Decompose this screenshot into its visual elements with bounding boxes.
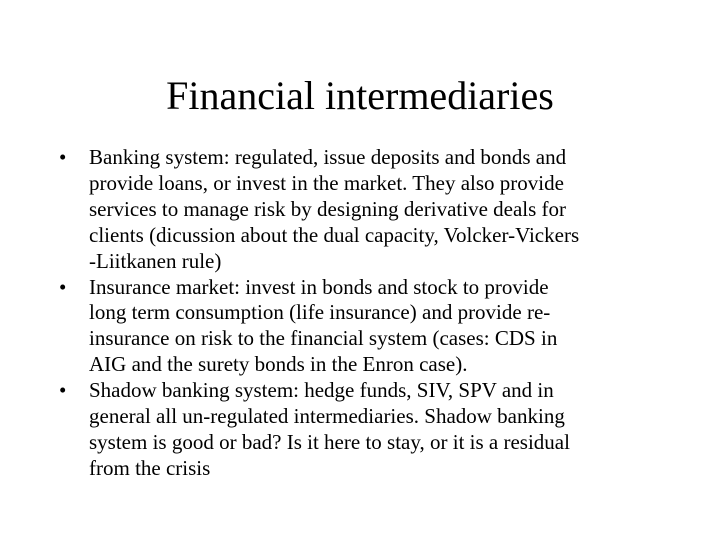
bullet-text-line: Shadow banking system: hedge funds, SIV, SPV and in: [89, 378, 554, 403]
bullet-insurance-market: [54, 275, 666, 379]
bullet-text-line: Insurance market: invest in bonds and stock to provide: [89, 274, 549, 299]
bullet-shadow-banking: [54, 378, 666, 482]
bullet-text-line: from the crisis: [89, 455, 211, 480]
bullet-text-line: insurance on risk to the financial system (cases: CDS in: [89, 326, 558, 351]
bullet-marker: •: [59, 145, 67, 169]
bullet-text-line: general all un-regulated intermediaries. Shadow banking: [89, 404, 565, 429]
bullet-text-line: services to manage risk by designing derivative deals for: [89, 196, 567, 221]
slide-title: Financial intermediaries: [166, 73, 554, 118]
bullet-text-line: system is good or bad? Is it here to stay, or it is a residual: [89, 429, 570, 454]
bullet-text-line: long term consumption (life insurance) and provide re-: [89, 300, 551, 325]
bullet-text-line: provide loans, or invest in the market. They also provide: [89, 170, 564, 195]
bullet-marker: •: [59, 378, 67, 403]
bullet-marker: •: [59, 274, 67, 299]
bullet-banking-system: [54, 145, 666, 275]
bullet-text-line: Banking system: regulated, issue deposits and bonds and: [89, 145, 567, 169]
bullet-text-line: clients (dicussion about the dual capacity, Volcker-Vickers: [89, 222, 580, 247]
bullet-text-line: -Liitkanen rule): [89, 248, 222, 273]
bullet-list: [54, 145, 666, 482]
bullet-text-line: AIG and the surety bonds in the Enron case).: [89, 352, 468, 377]
